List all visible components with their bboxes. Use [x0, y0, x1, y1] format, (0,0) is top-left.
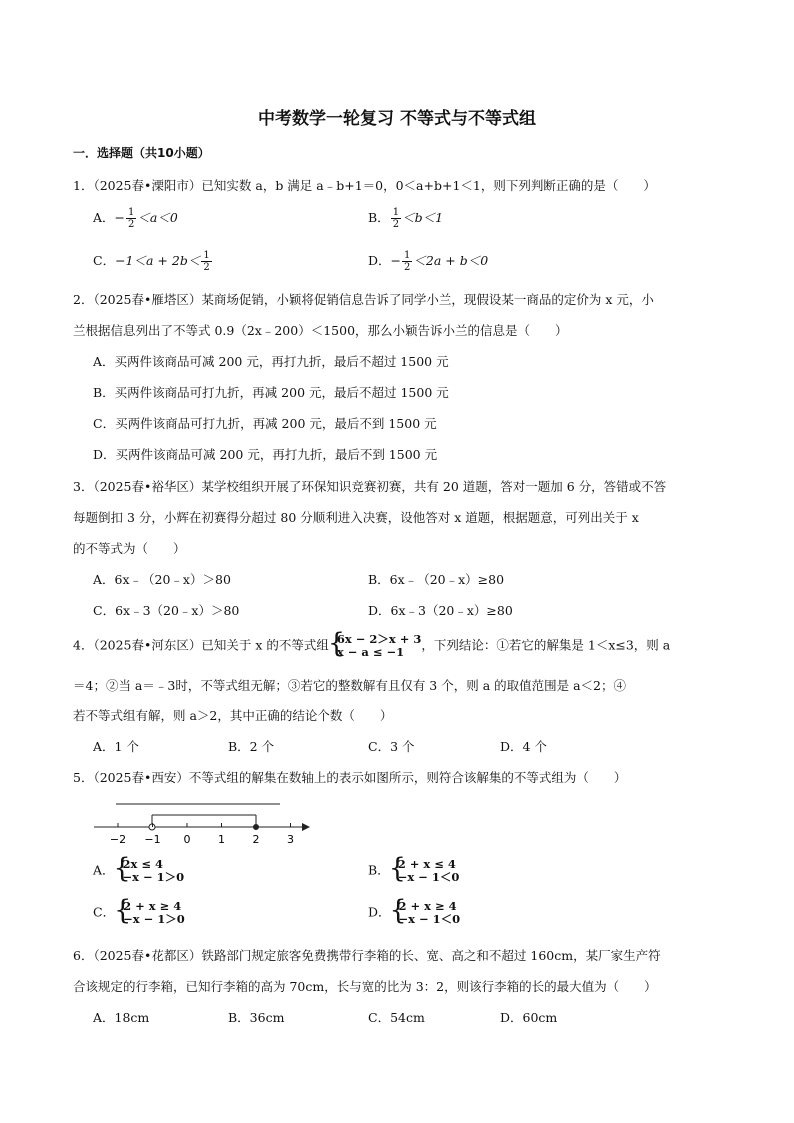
q4-option-c[interactable]: C．3 个	[368, 739, 415, 754]
q3-stem-line-3: 的不等式为（ ）	[73, 541, 186, 556]
q3-option-b[interactable]: B．6x﹣（20﹣x）≥80	[368, 572, 505, 587]
q5-option-a[interactable]	[93, 858, 184, 884]
q1-c-fraction	[201, 250, 211, 273]
q5-c-line-2: −x − 1＞0	[123, 912, 185, 926]
q1-b-den: 2	[392, 219, 400, 230]
q1-option-d[interactable]	[368, 250, 488, 273]
q5-c-line-1: { 2 + x ≥ 4	[123, 899, 182, 913]
q3-stem-line-1: 3．（2025春•裕华区）某学校组织开展了环保知识竞赛初赛，共有 20 道题，答对一题加 6 分，答错或不答	[73, 479, 667, 494]
q1-option-a[interactable]	[93, 207, 178, 230]
q5-d-line-1: { 2 + x ≥ 4	[398, 899, 457, 913]
number-line-arrow	[302, 823, 310, 831]
q2-option-d[interactable]: D．买两件该商品可减 200 元，再打九折，最后不到 1500 元	[93, 447, 438, 462]
q3-option-d[interactable]: D．6x﹣3（20﹣x）≥80	[368, 603, 513, 618]
q4-option-a[interactable]: A．1 个	[93, 739, 139, 754]
q4-stem-line-1	[73, 633, 670, 659]
q2-option-b[interactable]: B．买两件该商品可打九折，再减 200 元，最后不超过 1500 元	[93, 385, 449, 400]
q5-a-label: A．	[93, 862, 115, 878]
q5-d-line-2: −x − 1＜0	[398, 912, 461, 926]
q2-option-c[interactable]: C．买两件该商品可打九折，再减 200 元，最后不到 1500 元	[93, 416, 437, 431]
q1-b-label: B．	[368, 210, 390, 225]
number-line-tick-label: −2	[109, 833, 127, 846]
q4-sys-line-2: x − a ≤ −1	[336, 645, 405, 659]
q2-option-a[interactable]: A．买两件该商品可减 200 元，再打九折，最后不超过 1500 元	[93, 354, 449, 369]
q5-b-system	[390, 858, 460, 884]
q5-b-line-1: { 2 + x ≤ 4	[397, 857, 456, 871]
q1-d-num: 1	[404, 250, 411, 261]
q4-sys-line-1: { 6x − 2＞x + 3	[336, 632, 422, 646]
q3-option-c[interactable]: C．6x﹣3（20﹣x）＞80	[93, 603, 240, 618]
q5-d-system	[391, 900, 461, 926]
q3-option-a[interactable]: A．6x﹣（20﹣x）＞80	[93, 572, 231, 587]
page-title: 中考数学一轮复习 不等式与不等式组	[258, 109, 536, 129]
q4-stem-post: ，下列结论：①若它的解集是 1＜x≤3，则 a	[421, 637, 671, 653]
q6-option-a[interactable]: A．18cm	[93, 1010, 150, 1025]
q4-option-b[interactable]: B．2 个	[228, 739, 275, 754]
q6-option-d[interactable]: D．60cm	[500, 1010, 558, 1025]
q5-b-line-2: −x − 1＜0	[397, 870, 460, 884]
q5-c-system	[115, 900, 185, 926]
number-line-tick-label: 2	[252, 833, 260, 846]
q1-option-b[interactable]	[368, 207, 443, 230]
q1-a-pre: −	[114, 210, 126, 225]
q1-d-post: ＜2a + b＜0	[413, 253, 489, 268]
q5-a-system	[115, 858, 185, 884]
q4-stem-line-3: 若不等式组有解，则 a＞2，其中正确的结论个数（ ）	[73, 708, 393, 723]
q4-stem-line-2: ＝4；②当 a＝﹣3时，不等式组无解；③若它的整数解有且仅有 3 个，则 a 的取值范围是 a＜2；④	[73, 678, 627, 693]
q1-a-post: ＜a＜0	[137, 210, 178, 225]
q5-option-d[interactable]	[368, 900, 460, 926]
q1-a-label: A．	[93, 210, 115, 225]
section-heading: 一．选择题（共10小题）	[73, 146, 210, 160]
number-line-tick-label: 0	[183, 833, 191, 846]
q5-option-c[interactable]	[93, 900, 185, 926]
q6-option-c[interactable]: C．54cm	[368, 1010, 425, 1025]
q1-c-den: 2	[203, 262, 210, 273]
q1-c-pre: −1＜a + 2b＜	[115, 253, 201, 268]
q5-number-line	[88, 795, 318, 855]
q1-d-fraction	[402, 250, 412, 273]
q2-stem-line-1: 2．（2025春•雁塔区）某商场促销，小颖将促销信息告诉了同学小兰，现假设某一商品的定价为 x 元，小	[73, 292, 654, 307]
q5-a-line-1: { 2x ≤ 4	[122, 857, 164, 871]
q5-stem: 5．（2025春•西安）不等式组的解集在数轴上的表示如图所示，则符合该解集的不等式组为（ ）	[73, 770, 627, 785]
q1-stem: 1．（2025春•溧阳市）已知实数 a，b 满足 a﹣b+1＝0，0＜a+b+1＜1，则下列判断正确的是（ ）	[73, 178, 656, 193]
q6-stem-line-2: 合该规定的行李箱，已知行李箱的高为 70cm，长与宽的比为 3：2，则该行李箱的长的最大值为（ ）	[73, 979, 657, 994]
q1-d-label: D．	[368, 253, 391, 268]
q4-stem-pre: 4．（2025春•河东区）已知关于 x 的不等式组	[73, 637, 329, 653]
number-line-tick-label: −1	[144, 833, 161, 846]
q5-d-label: D．	[368, 904, 391, 920]
q4-inequality-system	[329, 633, 422, 659]
number-line-tick-label: 1	[218, 833, 225, 846]
q1-c-label: C．	[93, 253, 116, 268]
q1-c-num: 1	[203, 250, 210, 261]
number-line-tick-label: 3	[287, 833, 294, 846]
q5-c-label: C．	[93, 904, 116, 920]
q5-b-label: B．	[368, 862, 390, 878]
q1-option-c[interactable]	[93, 250, 213, 273]
q5-a-line-2: −x − 1＞0	[122, 870, 185, 884]
q1-a-fraction	[126, 207, 136, 230]
q2-stem-line-2: 兰根据信息列出了不等式 0.9（2x﹣200）＜1500，那么小颖告诉小兰的信息是（ ）	[73, 323, 568, 338]
q1-b-num: 1	[392, 207, 400, 218]
q5-option-b[interactable]	[368, 858, 459, 884]
q6-stem-line-1: 6．（2025春•花都区）铁路部门规定旅客免费携带行李箱的长、宽、高之和不超过 160cm，某厂家生产符	[73, 948, 661, 963]
q6-option-b[interactable]: B．36cm	[228, 1010, 285, 1025]
q1-d-pre: −	[390, 253, 402, 268]
q1-a-num: 1	[128, 207, 135, 218]
q3-stem-line-2: 每题倒扣 3 分，小辉在初赛得分超过 80 分顺利进入决赛，设他答对 x 道题，根据题意，可列出关于 x	[73, 510, 639, 525]
q4-option-d[interactable]: D．4 个	[500, 739, 547, 754]
q1-d-den: 2	[404, 262, 411, 273]
q1-b-post: ＜b＜1	[402, 210, 444, 225]
q1-a-den: 2	[128, 219, 135, 230]
q1-b-fraction	[391, 207, 401, 230]
